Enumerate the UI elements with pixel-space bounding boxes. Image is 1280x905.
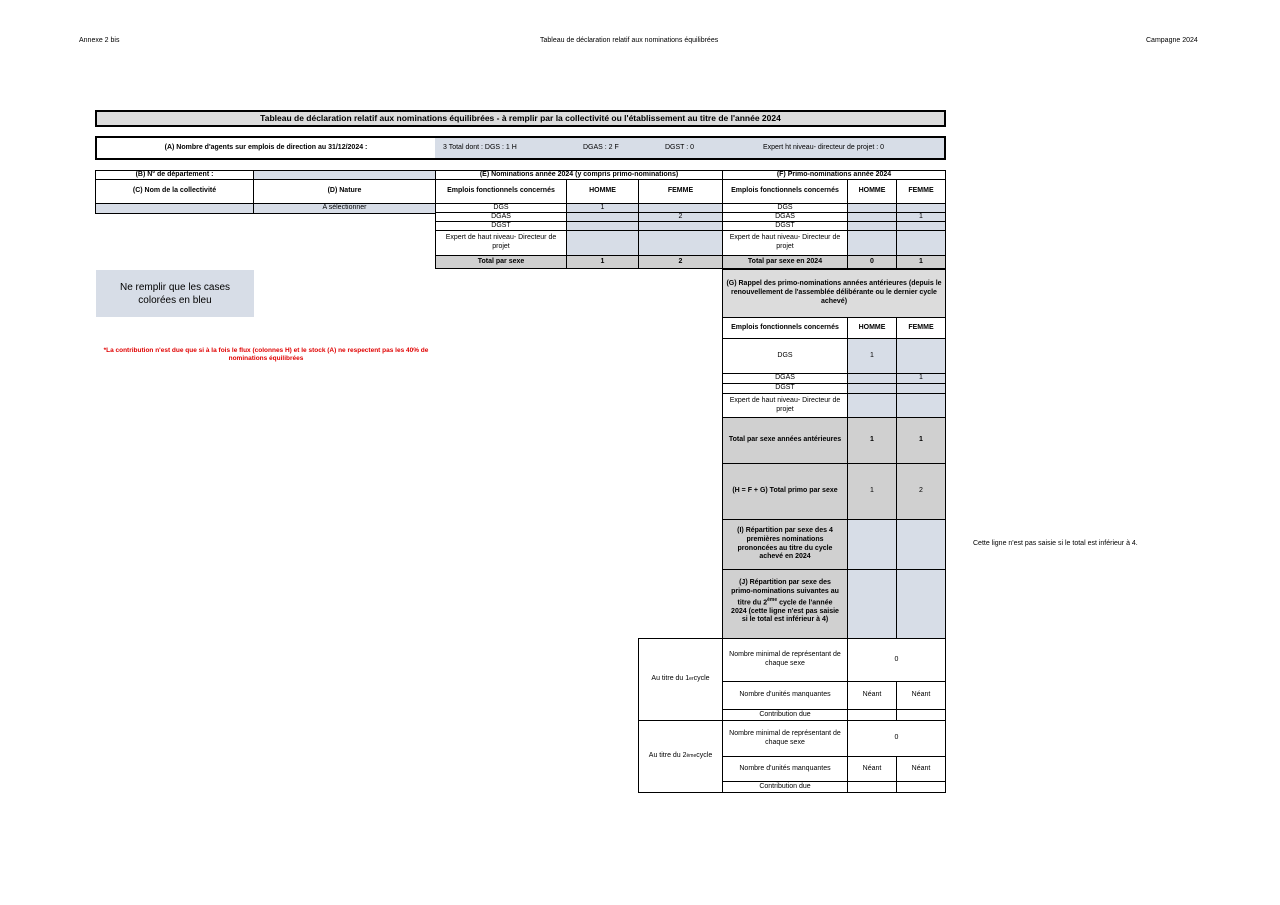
cycle1-label-text: Au titre du 1: [651, 675, 690, 683]
cycle1-label: [638, 638, 723, 721]
cycle2-manq-femme: Néant: [896, 756, 946, 782]
f-row-homme[interactable]: [847, 230, 897, 256]
cycle2-manq-label: Nombre d'unités manquantes: [722, 756, 848, 782]
cycle2-label: [638, 720, 723, 793]
cycle2-label-end: cycle: [696, 752, 713, 760]
cycle2-contrib-homme: [847, 781, 897, 793]
e-row-femme[interactable]: 2: [638, 212, 723, 222]
cycle2-manq-homme: Néant: [847, 756, 897, 782]
g-row-label: DGAS: [722, 373, 848, 384]
f-total-label: Total par sexe en 2024: [722, 255, 848, 269]
section-g-table: [722, 269, 946, 639]
f-col-femme: FEMME: [896, 179, 946, 204]
g-title: (G) Rappel des primo-nominations années antérieures (depuis le renouvellement de l'assemblée délibérante ou le dernier cycle achevé): [722, 269, 946, 318]
j-label: [722, 569, 848, 639]
i-label: (I) Répartition par sexe des 4 premières nominations prononcées au titre du cycle achevé en 2024: [722, 519, 848, 570]
c-input[interactable]: [95, 203, 254, 214]
cycle1-min-label: Nombre minimal de représentant de chaque sexe: [722, 638, 848, 682]
section-a-dgas: DGAS : 2 F: [583, 143, 619, 151]
e-row-label: DGST: [435, 221, 567, 231]
f-row-label: Expert de haut niveau- Directeur de projet: [722, 230, 848, 256]
main-title: Tableau de déclaration relatif aux nominations équilibrées - à remplir par la collectivité ou l'établissement au titre de l'année 2024: [95, 110, 946, 127]
section-a-total: 3 Total dont : DGS : 1 H: [443, 143, 517, 151]
g-total-homme: 1: [847, 417, 897, 464]
f-col-homme: HOMME: [847, 179, 897, 204]
section-f-table: [722, 170, 946, 270]
e-row-label: DGS: [435, 203, 567, 213]
g-row-label: DGS: [722, 338, 848, 374]
j-homme[interactable]: [847, 569, 897, 639]
cycle1-contrib-label: Contribution due: [722, 709, 848, 721]
cycle2-contrib-femme: [896, 781, 946, 793]
j-label-a: (J) Répartition par sexe des primo-nominations suivantes au titre du: [731, 579, 839, 606]
j-label-b: cycle de l'année 2024 (cette ligne n'est pas saisie si le total est inférieur à 4): [731, 598, 839, 624]
g-row-femme[interactable]: [896, 338, 946, 374]
f-col-emplois: Emplois fonctionnels concernés: [722, 179, 848, 204]
i-femme[interactable]: [896, 519, 946, 570]
e-row-homme[interactable]: 1: [566, 203, 639, 213]
g-row-label: Expert de haut niveau- Directeur de projet: [722, 393, 848, 418]
e-row-label: Expert de haut niveau- Directeur de projet: [435, 230, 567, 256]
note-blue: Ne remplir que les cases colorées en bleu: [96, 270, 254, 317]
cycle1-manq-homme: Néant: [847, 681, 897, 710]
f-total-homme: 0: [847, 255, 897, 269]
section-e-table: [435, 170, 723, 270]
e-row-homme[interactable]: [566, 230, 639, 256]
e-total-label: Total par sexe: [435, 255, 567, 269]
g-row-homme[interactable]: 1: [847, 338, 897, 374]
header-center: Tableau de déclaration relatif aux nominations équilibrées: [540, 37, 719, 44]
side-note: Cette ligne n'est pas saisie si le total est inférieur à 4.: [973, 540, 1138, 547]
e-title: (E) Nominations année 2024 (y compris primo-nominations): [435, 170, 723, 180]
j-sup: ème: [767, 596, 778, 603]
cycle2-table: [638, 720, 946, 793]
g-col-femme: FEMME: [896, 317, 946, 339]
c-label: (C) Nom de la collectivité: [95, 179, 254, 204]
header-right: Campagne 2024: [1146, 37, 1198, 44]
e-col-homme: HOMME: [566, 179, 639, 204]
g-row-homme[interactable]: [847, 393, 897, 418]
cycle1-min-value: 0: [847, 638, 946, 682]
section-a-expert: Expert ht niveau- directeur de projet : 0: [763, 143, 885, 151]
i-homme[interactable]: [847, 519, 897, 570]
g-row-femme[interactable]: [896, 393, 946, 418]
cycle1-label-end: cycle: [693, 675, 710, 683]
note-red: *La contribution n'est due que si à la fois le flux (colonnes H) et le stock (A) ne respectent pas les 40% de nominations équilibrées: [103, 346, 429, 362]
left-block: [95, 170, 436, 214]
d-select[interactable]: A sélectionner: [253, 203, 436, 214]
e-total-homme: 1: [566, 255, 639, 269]
cycle2-label-text: Au titre du 2: [648, 752, 687, 760]
e-row-label: DGAS: [435, 212, 567, 222]
section-a-dgst: DGST : 0: [665, 143, 695, 151]
g-col-homme: HOMME: [847, 317, 897, 339]
cycle2-contrib-label: Contribution due: [722, 781, 848, 793]
f-total-femme: 1: [896, 255, 946, 269]
cycle1-table: [638, 638, 946, 720]
h-homme: 1: [847, 463, 897, 520]
section-a-label: (A) Nombre d'agents sur emplois de direction au 31/12/2024 :: [164, 143, 368, 151]
g-row-label: DGST: [722, 383, 848, 394]
g-total-label: Total par sexe années antérieures: [722, 417, 848, 464]
f-title: (F) Primo-nominations année 2024: [722, 170, 946, 180]
f-row-label: DGS: [722, 203, 848, 213]
g-col-emplois: Emplois fonctionnels concernés: [722, 317, 848, 339]
cycle2-sup: ème: [686, 753, 697, 760]
g-total-femme: 1: [896, 417, 946, 464]
cycle2-min-value: 0: [847, 720, 946, 757]
b-label: (B) N° de département :: [95, 170, 254, 180]
h-label: (H = F + G) Total primo par sexe: [722, 463, 848, 520]
cycle2-min-label: Nombre minimal de représentant de chaque sexe: [722, 720, 848, 757]
g-row-femme[interactable]: 1: [896, 373, 946, 384]
f-row-label: DGST: [722, 221, 848, 231]
f-row-label: DGAS: [722, 212, 848, 222]
h-femme: 2: [896, 463, 946, 520]
e-row-femme[interactable]: [638, 230, 723, 256]
f-row-femme[interactable]: 1: [896, 212, 946, 222]
cycle1-manq-femme: Néant: [896, 681, 946, 710]
header-left: Annexe 2 bis: [79, 37, 120, 44]
j-femme[interactable]: [896, 569, 946, 639]
cycle1-manq-label: Nombre d'unités manquantes: [722, 681, 848, 710]
e-total-femme: 2: [638, 255, 723, 269]
cycle1-sup: er: [689, 676, 694, 683]
e-col-emplois: Emplois fonctionnels concernés: [435, 179, 567, 204]
d-label: (D) Nature: [253, 179, 436, 204]
e-col-femme: FEMME: [638, 179, 723, 204]
j-num: 2: [763, 598, 768, 606]
f-row-femme[interactable]: [896, 230, 946, 256]
